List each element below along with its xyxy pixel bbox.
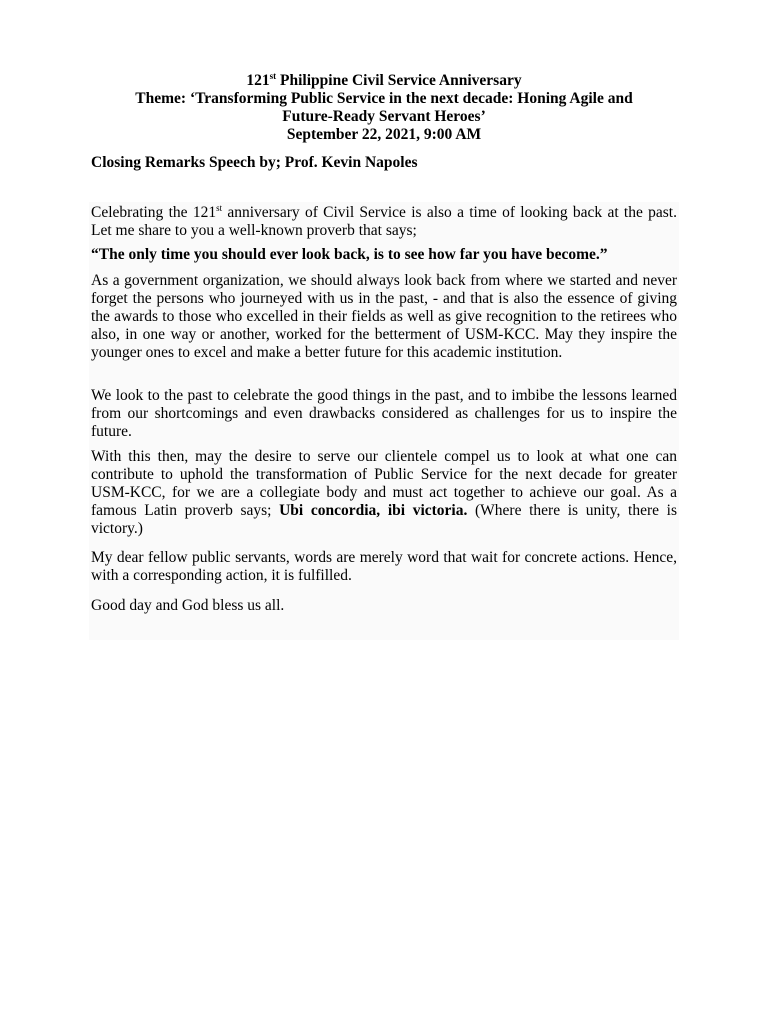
paragraph-public-servants: My dear fellow public servants, words are merely word that wait for concrete actions. Hence, with a corresponding action, it is fulfilled. — [91, 549, 677, 584]
closing-line: Good day and God bless us all. — [91, 597, 285, 614]
latin-proverb: Ubi concordia, ibi victoria. — [279, 502, 468, 519]
anniversary-title-text: Philippine Civil Service Anniversary — [276, 72, 522, 89]
proverb-quote: “The only time you should ever look back, is to see how far you have become.” — [91, 246, 608, 263]
anniversary-title — [80, 72, 688, 90]
paragraph-transformation-text: With this then, may the desire to serve our clientele compel us to look at what one can contribute to uphold the transformation of Public Service for the next decade for greater USM-KCC, for we are a collegiate body and must act together to achieve our goal. As a famous Latin proverb says; — [91, 448, 677, 519]
theme-line-2: Future-Ready Servant Heroes’ — [282, 108, 486, 125]
theme-line-1: Theme: ‘Transforming Public Service in the next decade: Honing Agile and — [135, 90, 633, 107]
document-header — [80, 72, 688, 144]
anniversary-number: 121 — [246, 72, 270, 89]
paragraph-transformation — [91, 448, 677, 538]
speech-byline: Closing Remarks Speech by; Prof. Kevin Napoles — [91, 154, 418, 171]
latin-proverb-translation: (Where there is unity, there is victory.) — [91, 502, 678, 537]
ordinal-suffix: st — [216, 202, 223, 213]
paragraph-opening-text-a: Celebrating the 121 — [91, 204, 217, 221]
paragraph-organization: As a government organization, we should always look back from where we started and never forget the persons who journeyed with us in the past, - and that is also the essence of giving the awards to those who excelled in their fields as well as give recognition to the retirees who also, in one way or another, worked for the betterment of USM-KCC. May they inspire the younger ones to excel and make a better future for this academic institution. — [91, 272, 677, 361]
paragraph-opening — [91, 204, 677, 240]
paragraph-opening-text-b: anniversary of Civil Service is also a time of looking back at the past. Let me share to you a well-known proverb that says; — [91, 204, 677, 239]
ordinal-suffix: st — [269, 70, 277, 81]
event-date: September 22, 2021, 9:00 AM — [286, 126, 482, 143]
paragraph-past: We look to the past to celebrate the good things in the past, and to imbibe the lessons learned from our shortcomings and even drawbacks considered as challenges for us to inspire the future. — [91, 387, 677, 440]
